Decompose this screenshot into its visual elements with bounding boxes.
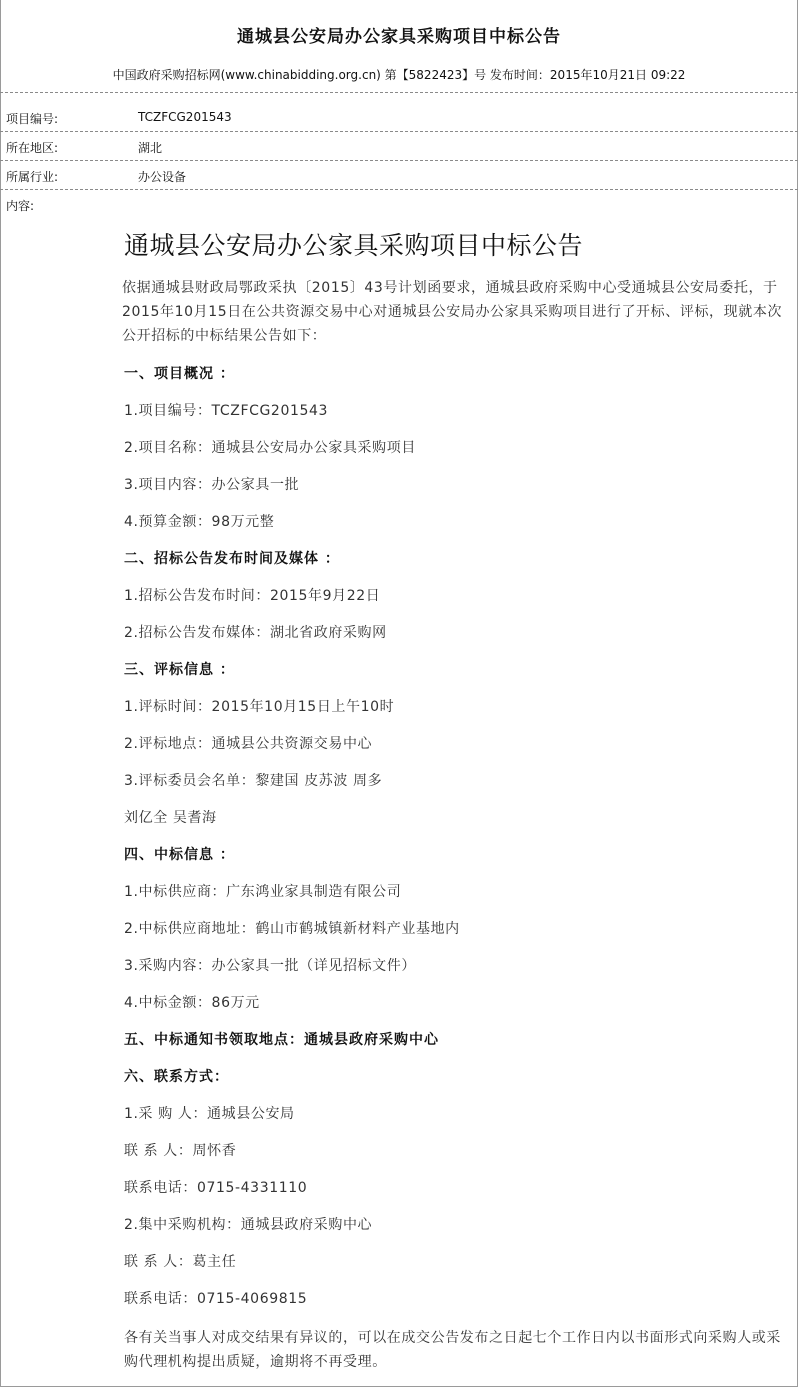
list-item: 联 系 人：周怀香 [124,1143,237,1159]
list-item: 2.评标地点：通城县公共资源交易中心 [124,736,373,752]
article [124,226,784,1388]
list-item: 2.项目名称：通城县公安局办公家具采购项目 [124,440,416,456]
meta-label-industry: 所属行业: [6,170,59,184]
article-intro: 依据通城县财政局鄂政采执〔2015〕43号计划函要求，通城县政府采购中心受通城县公安局委托，于2015年10月15日在公共资源交易中心对通城县公安局办公家具采购项目进行了开标、评标，现就本次公开招标的中标结果公告如下： [122,280,783,344]
page-title: 通城县公安局办公家具采购项目中标公告 [237,27,561,47]
article-closing: 各有关当事人对成交结果有异议的，可以在成交公告发布之日起七个工作日内以书面形式向采购人或采购代理机构提出质疑，逾期将不再受理。 [124,1330,781,1370]
list-item: 联系电话：0715-4069815 [124,1291,308,1307]
section-heading: 四、中标信息 ： [124,847,235,863]
article-title: 通城县公安局办公家具采购项目中标公告 [124,231,584,260]
list-item: 4.预算金额：98万元整 [124,514,275,530]
divider [0,189,798,190]
section-heading: 二、招标公告发布时间及媒体 ： [124,551,340,567]
list-item: 1.中标供应商：广东鸿业家具制造有限公司 [124,884,402,900]
list-item: 1.采 购 人：通城县公安局 [124,1106,295,1122]
section-heading: 三、评标信息 ： [124,662,235,678]
list-item: 1.招标公告发布时间：2015年9月22日 [124,588,381,604]
list-item: 2.中标供应商地址：鹤山市鹤城镇新材料产业基地内 [124,921,460,937]
divider [0,160,798,161]
meta-label-content: 内容: [6,199,35,213]
list-item: 联 系 人：葛主任 [124,1254,237,1270]
list-item: 联系电话：0715-4331110 [124,1180,308,1196]
section-heading: 五、中标通知书领取地点：通城县政府采购中心 [124,1032,439,1048]
list-item: 3.评标委员会名单：黎建国 皮苏波 周多 [124,773,383,789]
meta-label-region: 所在地区: [6,141,59,155]
list-item: 刘亿全 吴耆海 [124,810,217,826]
article-body [124,356,784,1318]
list-item: 3.采购内容：办公家具一批（详见招标文件） [124,958,416,974]
meta-value-project-id: TCZFCG201543 [138,110,232,124]
list-item: 4.中标金额：86万元 [124,995,260,1011]
list-item: 2.招标公告发布媒体：湖北省政府采购网 [124,625,387,641]
list-item: 1.评标时间：2015年10月15日上午10时 [124,699,395,715]
publish-info: 中国政府采购招标网(www.chinabidding.org.cn) 第【5822423】号 发布时间：2015年10月21日 09:22 [112,68,686,82]
list-item: 1.项目编号：TCZFCG201543 [124,403,328,419]
divider [0,92,798,93]
section-heading: 一、项目概况 ： [124,366,235,382]
meta-value-region: 湖北 [138,141,163,155]
meta-value-industry: 办公设备 [138,170,187,184]
divider [0,131,798,132]
meta-label-project-id: 项目编号: [6,112,59,126]
list-item: 2.集中采购机构：通城县政府采购中心 [124,1217,373,1233]
list-item: 3.项目内容：办公家具一批 [124,477,300,493]
section-heading: 六、联系方式： [124,1069,229,1085]
